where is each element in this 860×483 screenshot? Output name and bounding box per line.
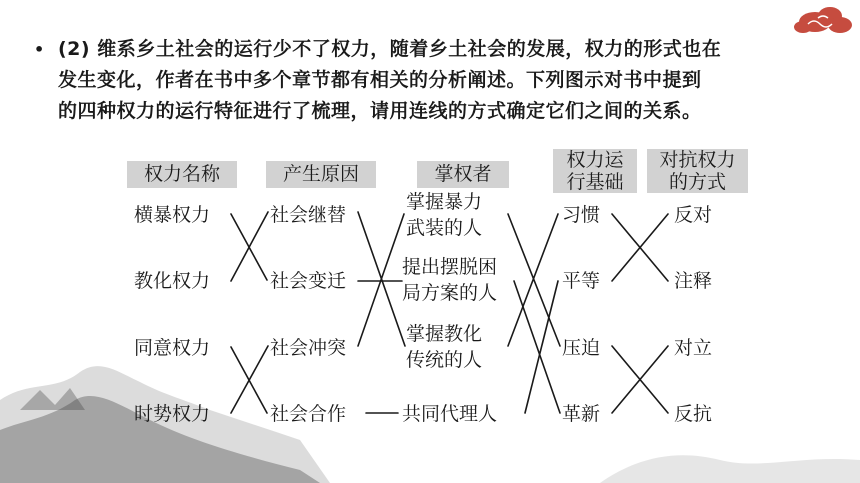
basis-item: 习惯 <box>562 204 601 226</box>
header-counter-line-1: 对抗权力 <box>659 149 736 171</box>
cause-item: 社会继替 <box>270 204 347 226</box>
question-line-2: 发生变化，作者在书中多个章节都有相关的分析阐述。下列图示对书中提到 <box>58 69 702 91</box>
holder-item-line: 掌握暴力 <box>406 191 483 213</box>
header-cause: 产生原因 <box>266 161 376 188</box>
question-line-3: 的四种权力的运行特征进行了梳理，请用连线的方式确定它们之间的关系。 <box>58 100 702 122</box>
holder-item-line: 局方案的人 <box>402 282 498 304</box>
cause-item: 社会合作 <box>270 403 347 425</box>
cause-item: 社会冲突 <box>270 337 347 359</box>
power-item: 横暴权力 <box>134 204 211 226</box>
holder-item-line: 提出摆脱困 <box>402 256 498 278</box>
counter-item: 反抗 <box>674 403 713 425</box>
header-counter-line-2: 的方式 <box>668 171 726 193</box>
cause-item: 社会变迁 <box>270 270 347 292</box>
counter-item: 反对 <box>674 204 713 226</box>
counter-item: 注释 <box>674 270 713 292</box>
basis-item: 平等 <box>562 270 601 292</box>
holder-item-line: 掌握教化 <box>406 323 483 345</box>
holder-item-line: 共同代理人 <box>402 403 498 425</box>
power-item: 教化权力 <box>134 270 211 292</box>
header-basis-line-1: 权力运 <box>566 149 624 171</box>
bullet-icon: • <box>34 40 45 59</box>
header-power-name: 权力名称 <box>127 161 237 188</box>
basis-item: 压迫 <box>562 337 601 359</box>
counter-item: 对立 <box>674 337 713 359</box>
basis-item: 革新 <box>562 403 601 425</box>
power-item: 时势权力 <box>134 403 211 425</box>
power-item: 同意权力 <box>134 337 211 359</box>
holder-item-line: 传统的人 <box>406 349 483 371</box>
header-basis-line-2: 行基础 <box>566 171 624 193</box>
header-holder-text: 掌权者 <box>434 163 492 185</box>
holder-item-line: 武装的人 <box>406 217 483 239</box>
question-line-1: (2) 维系乡土社会的运行少不了权力，随着乡土社会的发展，权力的形式也在 <box>58 38 722 60</box>
